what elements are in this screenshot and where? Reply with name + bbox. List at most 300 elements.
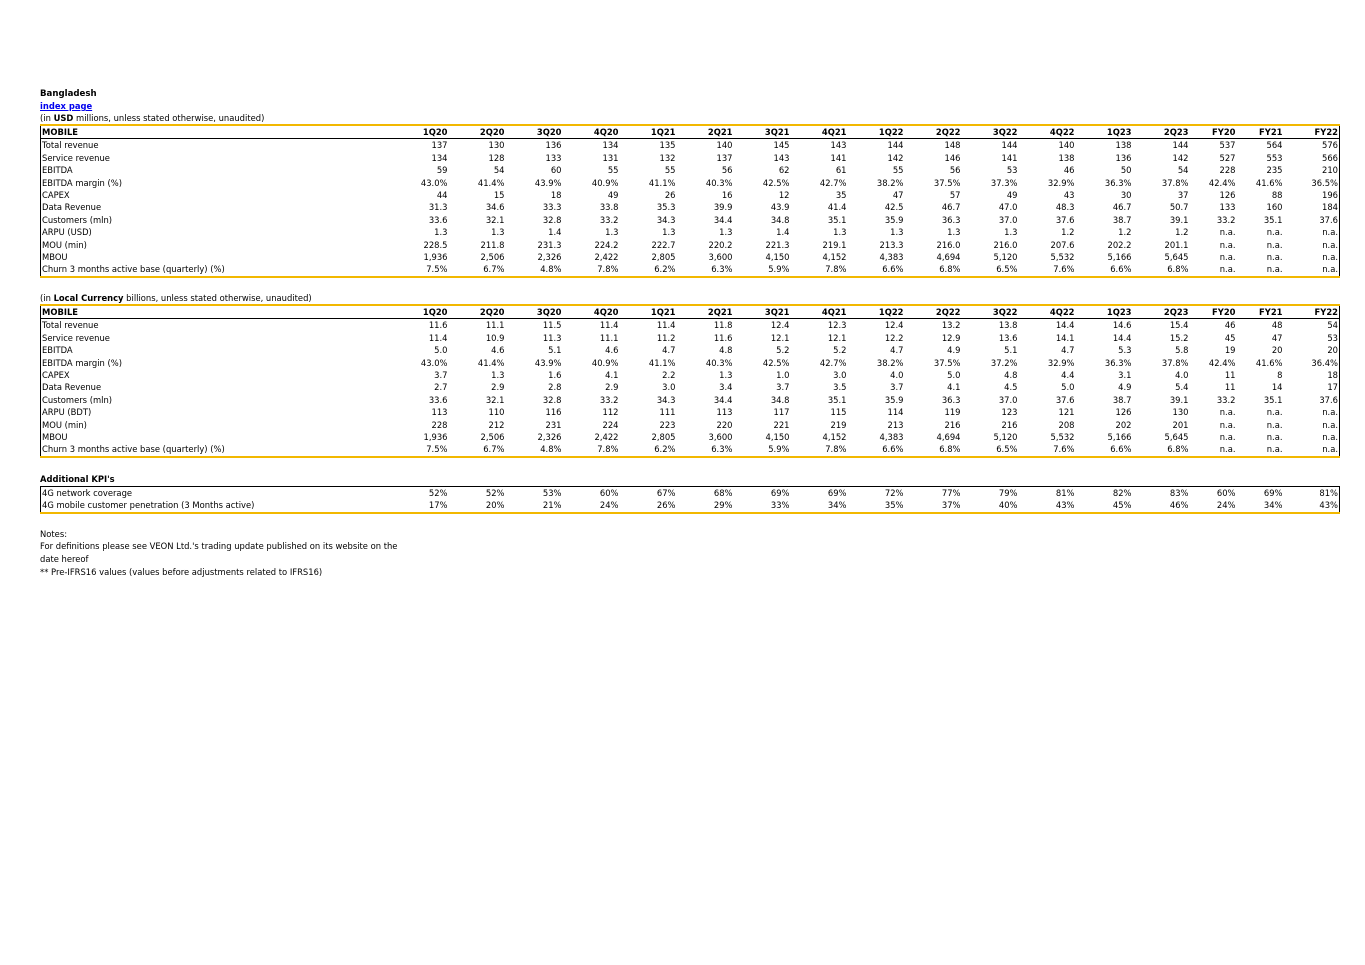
table-cell: 4,152 [822,252,847,263]
table-cell: 35% [848,499,905,512]
table-cell: 43.9 [770,202,790,213]
table-cell: 1.6 [548,369,562,380]
table-cell: 201 [1172,419,1189,430]
table-cell: 121 [1058,407,1075,418]
column-header: 1Q22 [848,125,905,139]
table-cell: 50.7 [1169,202,1189,213]
row-label: ARPU (BDT) [41,406,381,418]
table-cell: 37% [905,499,962,512]
usd-note-pre: (in [40,113,54,123]
table-row [41,263,1340,276]
table-cell: 11.4 [428,332,448,343]
table-cell: 113 [716,407,733,418]
row-label: Total revenue [41,319,381,332]
table-cell: 43 [1063,190,1075,201]
table-cell: 29% [677,499,734,512]
row-label: Data Revenue [41,381,381,393]
table-cell: 13.8 [998,320,1018,331]
table-cell: 1.3 [947,227,961,238]
table-cell: 1,936 [423,252,448,263]
row-label: Customers (mln) [41,214,381,226]
table-cell: 2,805 [651,431,676,442]
table-cell: n.a. [1284,263,1340,276]
table-cell: 57 [949,190,961,201]
table-cell: 41.1% [648,357,676,368]
table-cell: 4.4 [1061,369,1075,380]
table-cell: 210 [1284,164,1340,176]
table-cell: 32.8 [542,214,562,225]
table-cell: n.a. [1284,226,1340,238]
table-cell: 6.8% [905,263,962,276]
table-cell: 1.3 [890,227,904,238]
table-row [41,177,1340,189]
table-cell: 140 [1058,140,1075,151]
table-cell: 123 [1001,407,1018,418]
table-row [41,419,1340,431]
table-cell: 4.8% [506,443,563,456]
table-cell: 55 [607,165,619,176]
table-cell: 39.9 [713,202,733,213]
usd-note-bold: USD [53,113,74,123]
table-cell: 36.5% [1284,177,1340,189]
table-cell: 231.3 [537,239,562,250]
table-cell: 2.9 [605,382,619,393]
table-cell: 2,506 [480,431,505,442]
notes-line: date hereof [40,554,89,565]
table-cell: 12.3 [827,320,847,331]
table-cell: 5,645 [1164,431,1189,442]
table-cell: 20% [449,499,506,512]
table-cell: 24% [563,499,620,512]
table-row [41,357,1340,369]
table-cell: 37.6 [1284,214,1340,226]
row-label: CAPEX [41,369,381,381]
usd-note-post: millions, unless stated otherwise, unaudited) [73,113,265,123]
table-cell: 196 [1284,189,1340,201]
column-header: 1Q20 [381,125,449,139]
table-cell: 1.4 [776,227,790,238]
table-cell: n.a. [1284,239,1340,251]
table-cell: 4.6 [605,345,619,356]
column-header: 4Q22 [1019,125,1076,139]
table-cell: 26 [664,190,676,201]
table-cell: n.a. [1219,239,1236,250]
table-cell: 6.8% [1133,263,1190,276]
table-cell: 37.3% [990,177,1018,188]
table-cell: 211.8 [480,239,505,250]
table-cell: 131 [602,152,619,163]
table-cell: 228.5 [423,239,448,250]
table-cell: 46 [1063,165,1075,176]
table-cell: 37 [1177,190,1189,201]
table-cell: 8 [1277,369,1283,380]
table-cell: 212 [488,419,505,430]
table-cell: 43% [1284,499,1340,512]
table-cell: 35.3 [656,202,676,213]
table-cell: 33.6 [428,394,448,405]
table-cell: 1.2 [1118,227,1132,238]
table-cell: 2,422 [594,431,619,442]
table-cell: 7.6% [1019,443,1076,456]
table-cell: 37.8% [1161,177,1189,188]
table-cell: 42.4% [1208,177,1236,188]
table-cell: 133 [1219,202,1236,213]
table-cell: 553 [1266,152,1283,163]
table-cell: 81% [1284,486,1340,499]
table-cell: 1.3 [719,369,733,380]
table-cell: 4.7 [1061,345,1075,356]
table-cell: 32.9% [1047,177,1075,188]
table-cell: 6.8% [1133,443,1190,456]
table-cell: 36.3% [1104,177,1132,188]
table-cell: 17% [381,499,449,512]
table-cell: 34.8 [770,214,790,225]
column-header: 3Q21 [734,125,791,139]
column-header: 2Q22 [905,125,962,139]
table-cell: 39.1 [1169,394,1189,405]
table-cell: 136 [545,140,562,151]
table-cell: 4.0 [890,369,904,380]
table-cell: 34.4 [713,214,733,225]
table-cell: 228 [1219,165,1236,176]
table-cell: 41.1% [648,177,676,188]
row-label: Churn 3 months active base (quarterly) (%) [41,443,381,456]
table-row [41,332,1340,344]
table-cell: 15 [493,190,505,201]
table-cell: 11 [1224,369,1236,380]
table-cell: 3.7 [890,382,904,393]
table-cell: 34.4 [713,394,733,405]
table-cell: 37.6 [1055,214,1075,225]
table-cell: 144 [1172,140,1189,151]
table-cell: 4.1 [605,369,619,380]
table-cell: 138 [1115,140,1132,151]
table-cell: 143 [830,140,847,151]
table-cell: 46% [1133,499,1190,512]
table-cell: 228 [431,419,448,430]
table-cell: 201.1 [1164,239,1189,250]
table-cell: 6.6% [1076,263,1133,276]
row-label: EBITDA [41,344,381,356]
table-cell: 140 [716,140,733,151]
table-cell: 54 [493,165,505,176]
table-cell: 2.9 [491,382,505,393]
column-header: 3Q20 [506,125,563,139]
table-cell: 33.2 [599,214,619,225]
table-cell: 40% [962,499,1019,512]
table-cell: n.a. [1219,419,1236,430]
table-cell: 114 [887,407,904,418]
table-cell: 221 [773,419,790,430]
table-cell: 42.5% [762,177,790,188]
table-cell: n.a. [1266,227,1283,238]
bangladesh-sheet [40,88,1338,579]
table-cell: 16 [721,190,733,201]
table-cell: 224 [602,419,619,430]
table-cell: 88 [1271,190,1283,201]
table-cell: 31.3 [428,202,448,213]
table-row [41,226,1340,238]
table-cell: 5,120 [993,431,1018,442]
table-cell: 1.2 [1175,227,1189,238]
table-cell: 43% [1019,499,1076,512]
table-cell: 2,326 [537,431,562,442]
table-cell: 1.3 [719,227,733,238]
table-cell: 37.2% [990,357,1018,368]
table-cell: 2,506 [480,252,505,263]
table-cell: 54 [1284,319,1340,332]
table-cell: 11.4 [656,320,676,331]
table-cell: 2.2 [662,369,676,380]
table-cell: 3.0 [662,382,676,393]
table-cell: 4.5 [1004,382,1018,393]
row-label: Customers (mln) [41,394,381,406]
table-cell: 4,383 [879,431,904,442]
table-cell: 3.7 [776,382,790,393]
table-cell: 15.2 [1169,332,1189,343]
table-cell: n.a. [1237,263,1284,276]
table-cell: 2,422 [594,252,619,263]
table-cell: 4.9 [1118,382,1132,393]
table-cell: 1.3 [662,227,676,238]
column-header: 4Q20 [563,125,620,139]
table-cell: 144 [887,140,904,151]
column-header: 1Q21 [620,125,677,139]
table-cell: 3.4 [719,382,733,393]
table-cell: 2,326 [537,252,562,263]
table-cell: 59 [436,165,448,176]
table-header-row [41,125,1340,139]
table-cell: 33% [734,499,791,512]
table-cell: n.a. [1219,431,1236,442]
table-cell: 55 [892,165,904,176]
table-cell: 30 [1120,190,1132,201]
index-page-link[interactable]: index page [40,101,93,111]
table-cell: 44 [436,190,448,201]
column-header: 3Q20 [506,305,563,319]
table-cell: 4,150 [765,431,790,442]
notes-line: ** Pre-IFRS16 values (values before adjustments related to IFRS16) [40,566,323,577]
column-header: 2Q23 [1133,305,1190,319]
table-cell: n.a. [1266,419,1283,430]
table-cell: 42.7% [819,177,847,188]
table-cell: 38.7 [1112,214,1132,225]
table-cell: 113 [431,407,448,418]
table-cell: 136 [1115,152,1132,163]
table-cell: 11.6 [713,332,733,343]
table-cell: 216.0 [993,239,1018,250]
table-cell: 35.1 [1263,214,1283,225]
table-cell: 10.9 [485,332,505,343]
table-cell: 6.6% [848,263,905,276]
table-cell: 6.6% [848,443,905,456]
table-cell: 117 [773,407,790,418]
table-header-row [41,305,1340,319]
table-cell: 116 [545,407,562,418]
table-cell: n.a. [1219,252,1236,263]
table-row [41,499,1340,512]
table-cell: 82% [1112,487,1132,498]
table-cell: 130 [488,140,505,151]
table-cell: 24% [1190,499,1237,512]
table-cell: 527 [1219,152,1236,163]
row-label: EBITDA [41,164,381,176]
table-cell: 1.2 [1061,227,1075,238]
table-cell: 143 [773,152,790,163]
table-cell: 40.3% [705,357,733,368]
table-cell: 41.4% [477,357,505,368]
table-cell: 35.9 [884,394,904,405]
table-cell: n.a. [1219,227,1236,238]
table-cell: 4.8 [1004,369,1018,380]
table-cell: 12.2 [884,332,904,343]
table-cell: 38.2% [876,177,904,188]
table-cell: 40.9% [591,177,619,188]
table-cell: 14.4 [1055,320,1075,331]
table-cell: 34.8 [770,394,790,405]
notes-block [40,528,1330,579]
table-cell: 11.2 [656,332,676,343]
table-cell: 6.5% [962,443,1019,456]
table-cell: 47.0 [998,202,1018,213]
table-cell: 5.2 [833,345,847,356]
table-cell: 37.6 [1284,394,1340,406]
table-cell: 7.5% [381,263,449,276]
table-cell: 216 [1001,419,1018,430]
column-header: FY20 [1190,125,1237,139]
table-cell: 7.6% [1019,263,1076,276]
table-cell: 20 [1284,344,1340,356]
table-cell: 5.0 [947,369,961,380]
table-cell: 60% [599,487,619,498]
column-header: 3Q22 [962,305,1019,319]
table-cell: 5,166 [1107,431,1132,442]
table-cell: n.a. [1266,431,1283,442]
table-row [41,394,1340,406]
table-cell: 1.3 [434,227,448,238]
table-row [41,344,1340,356]
column-header: 3Q21 [734,305,791,319]
table-cell: 231 [545,419,562,430]
table-cell: 5,120 [993,252,1018,263]
table-cell: 72% [884,487,904,498]
table-cell: 46.7 [1112,202,1132,213]
table-cell: 4.7 [890,345,904,356]
table-cell: 13.6 [998,332,1018,343]
table-cell: 11.4 [599,320,619,331]
table-cell: 2,805 [651,252,676,263]
table-row [41,214,1340,226]
table-cell: 36.3 [941,214,961,225]
table-cell: 32.1 [485,394,505,405]
table-cell: n.a. [1284,251,1340,263]
table-cell: 42.5% [762,357,790,368]
table-cell: 14.4 [1112,332,1132,343]
table-cell: 1,936 [423,431,448,442]
local-currency-units-note [40,292,1330,304]
table-cell: 2.8 [548,382,562,393]
table-row [41,139,1340,152]
table-cell: 6.3% [677,263,734,276]
table-cell: 33.3 [542,202,562,213]
table-cell: 7.8% [791,443,848,456]
usd-mobile-table [40,124,1340,278]
table-cell: 33.2 [1216,214,1236,225]
table-cell: 111 [659,407,676,418]
table-cell: 11.8 [713,320,733,331]
table-cell: 7.8% [563,263,620,276]
row-label: ARPU (USD) [41,226,381,238]
table-cell: 6.7% [449,443,506,456]
section-heading: MOBILE [41,305,381,319]
table-cell: 5.4 [1175,382,1189,393]
table-cell: 11 [1224,382,1236,393]
section-heading: MOBILE [41,125,381,139]
table-cell: 216.0 [936,239,961,250]
column-header: 1Q22 [848,305,905,319]
table-cell: 213.3 [879,239,904,250]
table-row [41,406,1340,418]
table-cell: 146 [944,152,961,163]
row-label: MOU (min) [41,239,381,251]
table-cell: 202 [1115,419,1132,430]
table-cell: 137 [716,152,733,163]
table-cell: 141 [830,152,847,163]
table-cell: 138 [1058,152,1075,163]
table-cell: 41.4 [827,202,847,213]
table-cell: 40.9% [591,357,619,368]
table-cell: 3,600 [708,252,733,263]
table-cell: 219.1 [822,239,847,250]
row-label: CAPEX [41,189,381,201]
table-cell: 35.9 [884,214,904,225]
table-cell: 37.0 [998,214,1018,225]
table-row [41,381,1340,393]
table-cell: 6.3% [677,443,734,456]
table-cell: 2.7 [434,382,448,393]
table-cell: 14.1 [1055,332,1075,343]
table-cell: 5.1 [1004,345,1018,356]
table-cell: 11.1 [599,332,619,343]
column-header: 1Q21 [620,305,677,319]
table-cell: 56 [721,165,733,176]
table-cell: 37.5% [933,357,961,368]
table-cell: 3,600 [708,431,733,442]
column-header: 1Q23 [1076,305,1133,319]
table-cell: 34.3 [656,214,676,225]
table-cell: 142 [1172,152,1189,163]
table-cell: 115 [830,407,847,418]
table-cell: 4.7 [662,345,676,356]
table-cell: 47 [1271,332,1283,343]
table-cell: 69% [770,487,790,498]
table-cell: 33.2 [599,394,619,405]
table-cell: n.a. [1284,406,1340,418]
table-cell: n.a. [1237,443,1284,456]
table-cell: 1.0 [776,369,790,380]
table-cell: 184 [1284,201,1340,213]
table-cell: 4.9 [947,345,961,356]
table-cell: 36.3% [1104,357,1132,368]
table-cell: 12 [778,190,790,201]
table-cell: n.a. [1190,443,1237,456]
table-cell: 36.4% [1284,357,1340,369]
table-cell: 45 [1224,332,1236,343]
table-cell: 3.5 [833,382,847,393]
row-label: 4G network coverage [41,486,381,499]
table-cell: 14.6 [1112,320,1132,331]
table-cell: 141 [1001,152,1018,163]
